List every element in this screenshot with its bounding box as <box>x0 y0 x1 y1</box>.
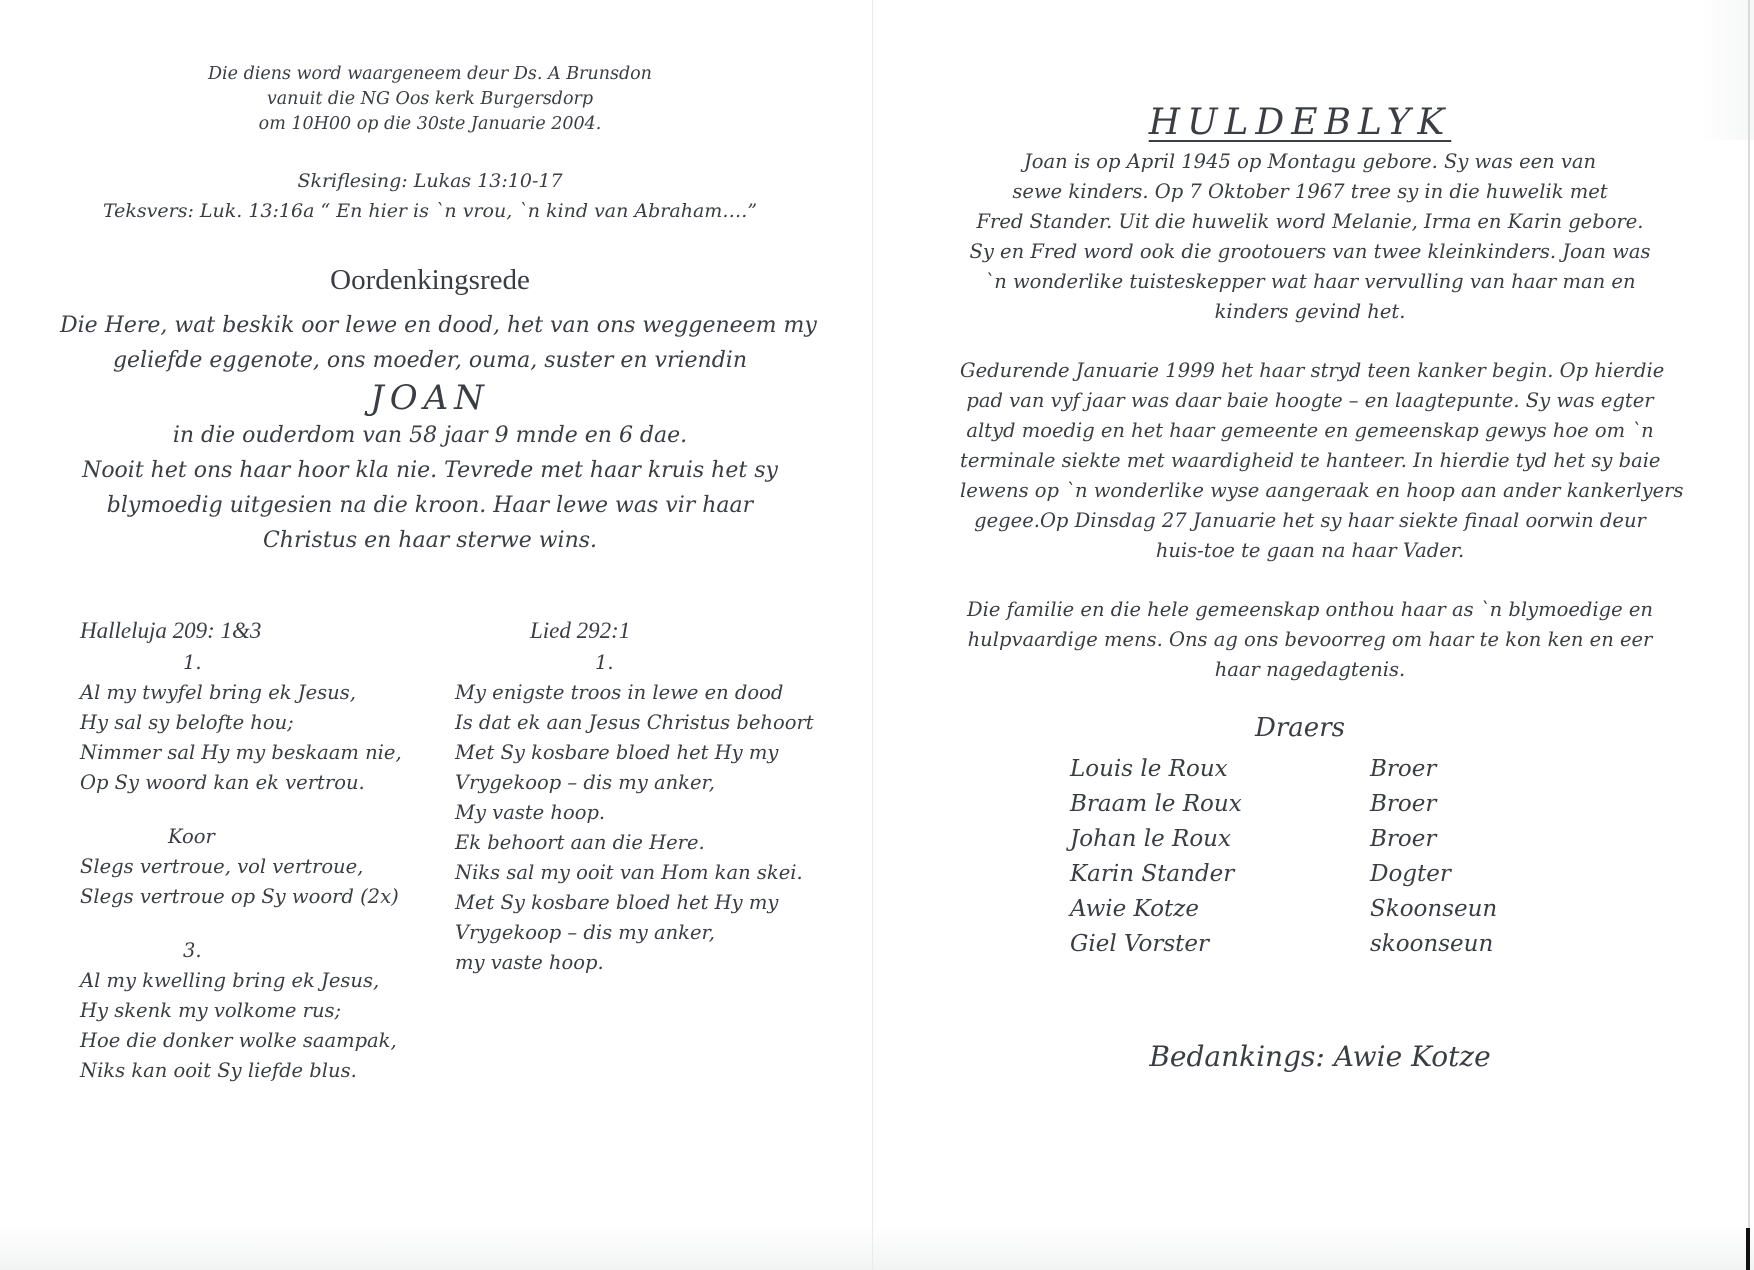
hymn-line: my vaste hoop. <box>455 951 604 974</box>
sermon-line: geliefde eggenote, ons moeder, ouma, suster en vriendin <box>112 348 748 373</box>
verse-number: 1. <box>595 651 614 674</box>
tribute-line: haar nagedagtenis. <box>1214 658 1406 681</box>
sermon-body <box>60 308 817 558</box>
sermon-line: in die ouderdom van 58 jaar 9 mnde en 6 dae. <box>172 423 688 448</box>
bearer-row <box>1070 822 1530 857</box>
hymn-title: Lied 292:1 <box>530 618 631 643</box>
verse-number: 3. <box>183 939 202 962</box>
service-details <box>100 62 760 137</box>
hymn-line: Is dat ek aan Jesus Christus behoort <box>455 711 814 734</box>
hymn-line: Op Sy woord kan ek vertrou. <box>80 771 365 794</box>
bearers-title: Draers <box>1255 713 1345 743</box>
tribute-line: kinders gevind het. <box>1214 300 1406 323</box>
bearer-name: Giel Vorster <box>1070 931 1209 957</box>
tribute-line: hulpvaardige mens. Ons ag ons bevoorreg om haar te kon ken en eer <box>967 628 1653 651</box>
tribute-line: pad van vyf jaar was daar baie hoogte – en laagtepunte. Sy was egter <box>966 389 1654 412</box>
sermon-title: Oordenkingsrede <box>330 264 530 296</box>
bearer-row <box>1070 927 1530 962</box>
tribute-paragraph-1 <box>960 147 1660 327</box>
hymn-title: Halleluja 209: 1&3 <box>80 618 262 643</box>
hymn-line: My enigste troos in lewe en dood <box>455 681 784 704</box>
acknowledgements: Bedankings: Awie Kotze <box>1149 1040 1491 1073</box>
tribute-line: huis-toe te gaan na haar Vader. <box>1155 539 1465 562</box>
hymn-line: Al my twyfel bring ek Jesus, <box>80 681 356 704</box>
hymn-lied <box>455 614 855 978</box>
hymn-line: Vrygekoop – dis my anker, <box>455 921 715 944</box>
bearer-row <box>1070 787 1530 822</box>
bearer-name: Karin Stander <box>1070 861 1235 887</box>
hymn-line: Ek behoort aan die Here. <box>455 831 705 854</box>
service-line: vanuit die NG Oos kerk Burgersdorp <box>266 89 594 109</box>
tribute-paragraph-2 <box>960 356 1684 566</box>
hymn-line: Slegs vertroue, vol vertroue, <box>80 855 364 878</box>
hymn-line: Hoe die donker wolke saampak, <box>80 1029 397 1052</box>
bearer-relation: Broer <box>1370 826 1437 852</box>
hymn-line: Nimmer sal Hy my beskaam nie, <box>80 741 402 764</box>
bearer-row <box>1070 857 1530 892</box>
hymn-line: Al my kwelling bring ek Jesus, <box>80 969 380 992</box>
hymn-line: Slegs vertroue op Sy woord (2x) <box>80 885 399 908</box>
bearer-name: Awie Kotze <box>1070 896 1199 922</box>
hymn-line: Vrygekoop – dis my anker, <box>455 771 715 794</box>
sermon-line: Nooit het ons haar hoor kla nie. Tevrede met haar kruis het sy <box>82 458 778 483</box>
scan-edge-mark <box>1746 1228 1750 1270</box>
bearer-relation: Skoonseun <box>1370 896 1498 922</box>
bearer-name: Braam le Roux <box>1070 791 1242 817</box>
tribute-line: gegee.Op Dinsdag 27 Januarie het sy haar siekte finaal oorwin deur <box>974 509 1646 532</box>
bearer-name: Johan le Roux <box>1070 826 1231 852</box>
chorus-label: Koor <box>168 825 215 848</box>
hymn-line: Hy skenk my volkome rus; <box>80 999 342 1022</box>
scan-shadow <box>0 1225 1754 1270</box>
bearers-list <box>1070 752 1530 962</box>
tribute-line: Gedurende Januarie 1999 het haar stryd teen kanker begin. Op hierdie <box>960 359 1665 382</box>
service-line: Die diens word waargeneem deur Ds. A Brunsdon <box>208 64 652 84</box>
verse-number: 1. <box>183 651 202 674</box>
bearer-name: Louis le Roux <box>1070 756 1228 782</box>
service-line: om 10H00 op die 30ste Januarie 2004. <box>258 114 602 134</box>
scripture-line: Skriflesing: Lukas 13:10-17 <box>297 170 563 192</box>
hymn-line: Met Sy kosbare bloed het Hy my <box>455 741 779 764</box>
scan-edge <box>1748 0 1750 1270</box>
tribute-line: Fred Stander. Uit die huwelik word Melanie, Irma en Karin gebore. <box>976 210 1644 233</box>
tribute-title: HULDEBLYK <box>1148 102 1452 143</box>
tribute-line: `n wonderlike tuisteskepper wat haar vervulling van haar man en <box>984 270 1636 293</box>
bearer-relation: Broer <box>1370 791 1437 817</box>
tribute-line: terminale siekte met waardigheid te hanteer. In hierdie tyd het sy baie <box>960 449 1661 472</box>
hymn-line: Met Sy kosbare bloed het Hy my <box>455 891 779 914</box>
hymn-line: Niks sal my ooit van Hom kan skei. <box>455 861 803 884</box>
tribute-paragraph-3 <box>960 595 1660 685</box>
text-verse-line: Teksvers: Luk. 13:16a “ En hier is `n vrou, `n kind van Abraham….” <box>102 200 758 222</box>
deceased-name: JOAN <box>370 378 490 418</box>
bearer-relation: Dogter <box>1370 861 1451 887</box>
sermon-line: Die Here, wat beskik oor lewe en dood, het van ons weggeneem my <box>60 313 817 338</box>
bearer-relation: Broer <box>1370 756 1437 782</box>
tribute-line: Sy en Fred word ook die grootouers van twee kleinkinders. Joan was <box>969 240 1651 263</box>
sermon-line: blymoedig uitgesien na die kroon. Haar lewe was vir haar <box>106 493 754 518</box>
bearer-row <box>1070 892 1530 927</box>
scan-shadow <box>1700 0 1754 140</box>
hymn-line: Hy sal sy belofte hou; <box>80 711 294 734</box>
hymn-line: My vaste hoop. <box>455 801 606 824</box>
hymn-line: Niks kan ooit Sy liefde blus. <box>80 1059 357 1082</box>
bearer-row <box>1070 752 1530 787</box>
scripture-reading <box>100 166 760 226</box>
tribute-line: altyd moedig en het haar gemeente en gemeenskap gewys hoe om `n <box>966 419 1654 442</box>
bearer-relation: skoonseun <box>1370 931 1494 957</box>
sermon-line: Christus en haar sterwe wins. <box>262 528 598 553</box>
tribute-line: sewe kinders. Op 7 Oktober 1967 tree sy in die huwelik met <box>1012 180 1608 203</box>
tribute-line: Joan is op April 1945 op Montagu gebore. Sy was een van <box>1023 150 1597 173</box>
hymn-halleluja <box>80 614 460 1086</box>
tribute-line: Die familie en die hele gemeenskap onthou haar as `n blymoedige en <box>967 598 1653 621</box>
page-fold <box>872 0 873 1270</box>
tribute-line: lewens op `n wonderlike wyse aangeraak en hoop aan ander kankerlyers <box>960 479 1684 502</box>
